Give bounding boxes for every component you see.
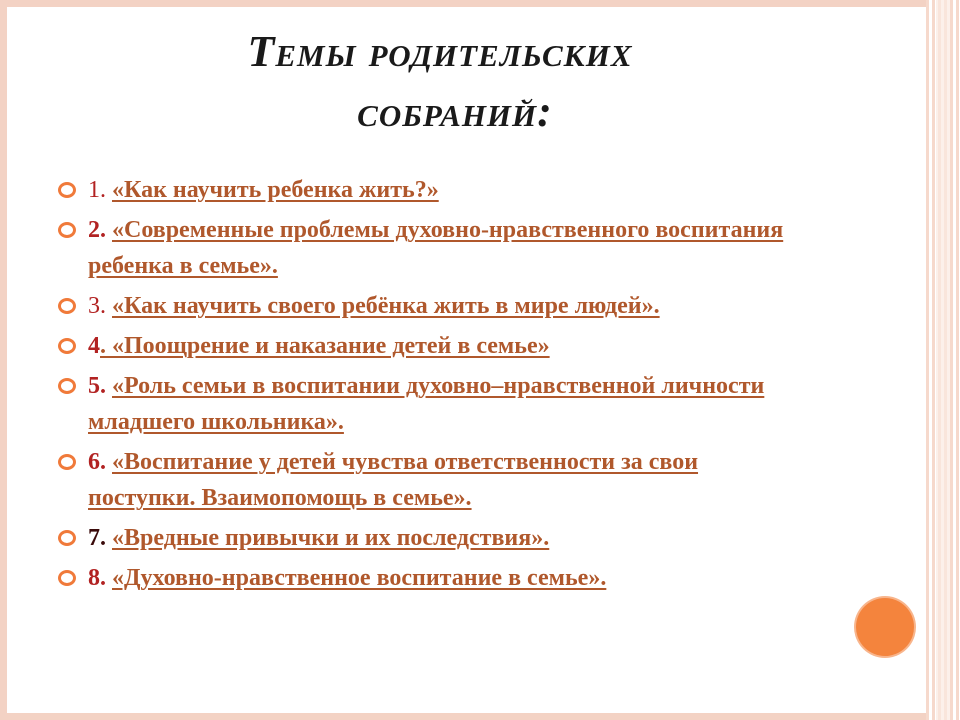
topic-link[interactable]: . «Поощрение и наказание детей в семье» — [100, 333, 550, 359]
topic-link[interactable]: «Как научить своего ребёнка жить в мире людей». — [112, 293, 660, 319]
title-line-2: собраний: — [357, 87, 553, 136]
list-item — [56, 560, 796, 596]
list-item — [56, 368, 796, 440]
bullet-circle-icon — [58, 454, 76, 470]
topic-link[interactable]: «Вредные привычки и их последствия». — [112, 525, 550, 551]
bullet-circle-icon — [58, 570, 76, 586]
bullet-circle-icon — [58, 338, 76, 354]
bullet-circle-icon — [58, 530, 76, 546]
slide-title — [150, 22, 730, 142]
topic-link[interactable]: «Духовно-нравственное воспитание в семье». — [112, 565, 607, 591]
meeting-topics-list — [56, 172, 796, 600]
bullet-circle-icon — [58, 182, 76, 198]
item-number: 8. — [88, 565, 112, 591]
item-number: 7. — [88, 525, 112, 551]
decorative-band — [936, 0, 950, 720]
decorative-circle-icon — [856, 598, 914, 656]
item-number: 3. — [88, 293, 112, 319]
topic-link[interactable]: «Воспитание у детей чувства ответственности за свои поступки. Взаимопомощь в семье». — [88, 449, 699, 511]
bullet-circle-icon — [58, 378, 76, 394]
item-number: 1. — [88, 177, 112, 203]
topic-link[interactable]: «Роль семьи в воспитании духовно–нравственной личности младшего школьника». — [88, 373, 765, 435]
item-number: 6. — [88, 449, 112, 475]
item-number: 5. — [88, 373, 112, 399]
list-item — [56, 444, 796, 516]
list-item — [56, 212, 796, 284]
bullet-circle-icon — [58, 298, 76, 314]
item-number: 2. — [88, 217, 112, 243]
list-item — [56, 328, 796, 364]
topic-link[interactable]: «Как научить ребенка жить?» — [112, 177, 439, 203]
item-number: 4 — [88, 333, 100, 359]
bullet-circle-icon — [58, 222, 76, 238]
title-line-1: Темы родительских — [247, 27, 633, 76]
list-item — [56, 172, 796, 208]
list-item — [56, 288, 796, 324]
list-item — [56, 520, 796, 556]
topic-link[interactable]: «Современные проблемы духовно-нравственного воспитания ребенка в семье». — [88, 217, 784, 279]
decorative-stripes — [926, 0, 960, 720]
